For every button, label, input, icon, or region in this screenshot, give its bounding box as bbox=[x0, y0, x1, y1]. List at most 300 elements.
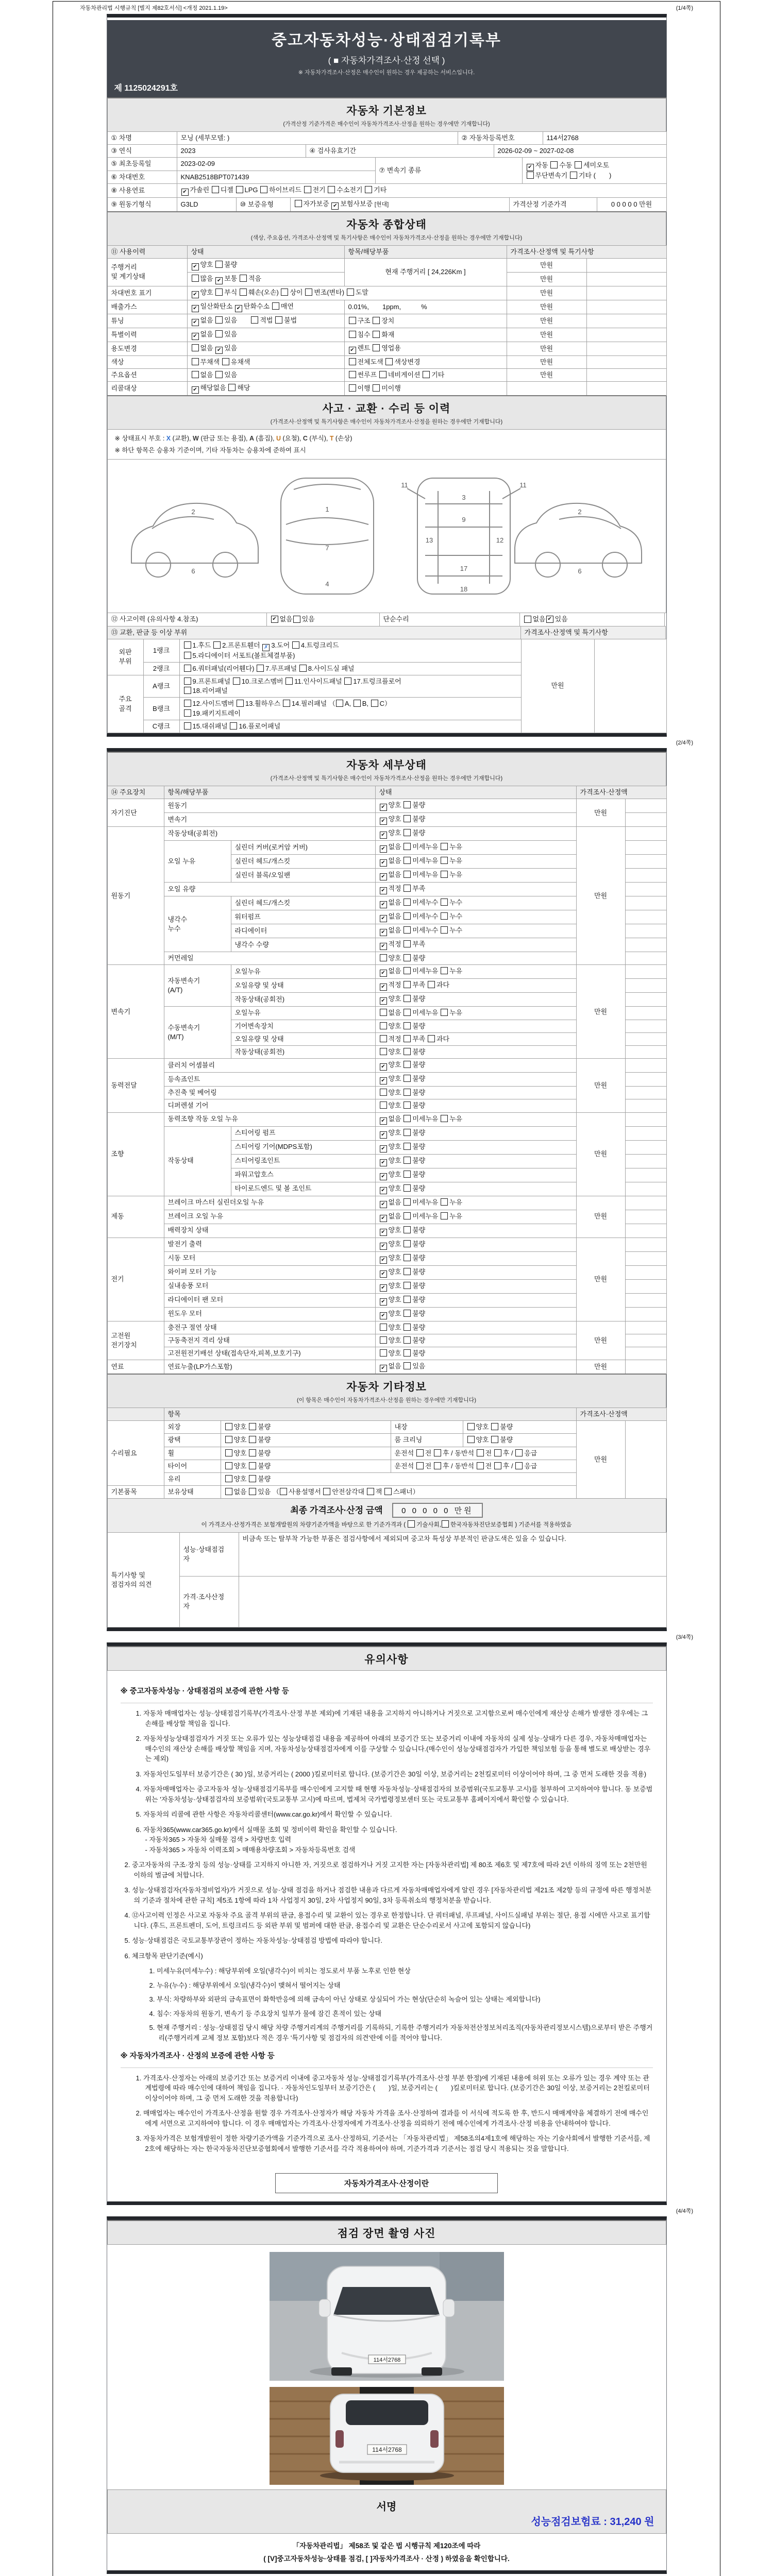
checkbox-checked[interactable]: ✔ bbox=[380, 1131, 387, 1139]
item-label: 실린더 블록/오일팬 bbox=[231, 869, 375, 883]
checkbox[interactable] bbox=[225, 1449, 232, 1456]
table-row bbox=[107, 369, 666, 382]
col-price: 가격조사·산정액 bbox=[576, 1408, 666, 1421]
checkbox[interactable] bbox=[184, 677, 191, 685]
state-checks: ✔ 양호 불량 bbox=[375, 1224, 576, 1238]
checkbox[interactable] bbox=[441, 1009, 448, 1016]
item-label: 유리 bbox=[164, 1473, 221, 1486]
checkbox[interactable] bbox=[225, 1488, 232, 1495]
checkbox[interactable] bbox=[467, 1423, 475, 1430]
checkbox[interactable] bbox=[404, 1061, 411, 1068]
checkbox[interactable] bbox=[367, 1488, 374, 1495]
checkbox[interactable] bbox=[293, 616, 300, 623]
checkbox[interactable] bbox=[281, 289, 288, 296]
checkbox-checked[interactable]: ✔ bbox=[380, 1077, 387, 1084]
row-label: 용도변경 bbox=[107, 342, 187, 355]
checkbox[interactable] bbox=[349, 358, 356, 365]
legend-symbol: W bbox=[193, 435, 199, 443]
checkbox[interactable] bbox=[441, 967, 448, 974]
checkbox[interactable] bbox=[404, 981, 411, 988]
checkbox[interactable] bbox=[280, 1488, 287, 1495]
item-label: 실린더 헤드/개스킷 bbox=[231, 855, 375, 869]
checkbox-checked[interactable]: ✔ bbox=[380, 832, 387, 839]
price-cell: 만원 bbox=[576, 1059, 625, 1112]
checkbox[interactable] bbox=[251, 316, 258, 324]
checkbox[interactable] bbox=[184, 709, 191, 717]
checkbox[interactable] bbox=[441, 1198, 448, 1206]
notice-body bbox=[107, 1671, 666, 2168]
note-cell bbox=[586, 300, 666, 314]
section-history: 사고 · 교환 · 수리 등 이력 (가격조사·산정액 및 특기사항은 매수인이 자동차가격조사·산정을 원하는 경우에만 기재합니다) bbox=[107, 395, 666, 430]
checkbox-checked[interactable]: ✔ bbox=[380, 818, 387, 825]
checkbox[interactable] bbox=[404, 940, 411, 947]
state-checks: ✔ 양호 불량 bbox=[375, 1182, 576, 1196]
checkbox[interactable] bbox=[404, 1035, 411, 1042]
checkbox-checked[interactable]: ✔ bbox=[380, 1270, 387, 1278]
item-label: 실린더 헤드/개스킷 bbox=[231, 896, 375, 910]
checkbox[interactable] bbox=[380, 1336, 387, 1344]
rank-label: B랭크 bbox=[143, 698, 179, 720]
checkbox-checked[interactable]: ✔ bbox=[380, 1215, 387, 1222]
checkbox-checked[interactable]: ✔ bbox=[380, 997, 387, 1005]
checkbox[interactable] bbox=[349, 384, 356, 392]
checkbox[interactable] bbox=[442, 1520, 449, 1528]
checkbox[interactable] bbox=[373, 331, 380, 338]
checkbox[interactable] bbox=[441, 912, 448, 920]
item-label: 고전원전기배선 상태(접속단자,피복,보호기구) bbox=[164, 1347, 375, 1360]
checkbox[interactable] bbox=[215, 371, 223, 378]
item-checks: 전체도색 색상변경 bbox=[344, 355, 507, 368]
section-basic-info: 자동차 기본정보 (가격산정 기준가격은 매수인이 자동차가격조사·산정을 원하는 경우에만 기재합니다) bbox=[107, 97, 666, 132]
checkbox[interactable] bbox=[249, 1423, 256, 1430]
checkbox[interactable] bbox=[404, 1129, 411, 1136]
checkbox[interactable] bbox=[215, 261, 223, 268]
checkbox[interactable] bbox=[441, 857, 448, 864]
checkbox-checked[interactable]: ✔ bbox=[380, 929, 387, 936]
detail-table bbox=[107, 786, 667, 1374]
checkbox[interactable] bbox=[192, 275, 199, 282]
col-item: 항목/해당부품 bbox=[344, 245, 507, 258]
checkbox[interactable] bbox=[371, 700, 378, 707]
checkbox[interactable] bbox=[380, 1349, 387, 1357]
rank-label: C랭크 bbox=[143, 720, 179, 733]
checkbox[interactable] bbox=[230, 722, 237, 730]
checkbox[interactable] bbox=[404, 829, 411, 836]
checkbox-checked[interactable]: ✔ bbox=[380, 1173, 387, 1180]
checkbox[interactable] bbox=[441, 843, 448, 850]
checkbox[interactable] bbox=[354, 700, 361, 707]
checkbox[interactable] bbox=[323, 1488, 330, 1495]
checkbox[interactable] bbox=[491, 1436, 498, 1443]
checkbox-checked[interactable]: ✔ bbox=[192, 305, 199, 312]
checkbox[interactable] bbox=[441, 926, 448, 934]
checkbox[interactable] bbox=[192, 371, 199, 378]
checkbox-checked[interactable]: ✔ bbox=[192, 319, 199, 326]
first-reg-value: 2023-02-09 bbox=[177, 158, 375, 171]
checkbox[interactable] bbox=[404, 1075, 411, 1082]
checkbox-checked[interactable]: ✔ bbox=[181, 189, 189, 196]
checkbox[interactable] bbox=[524, 616, 531, 623]
vin-value: KNAB2518BPT071439 bbox=[177, 171, 375, 183]
state-checks: ✔ 없음 있음 적법 불법 bbox=[187, 314, 344, 328]
checkbox[interactable] bbox=[404, 912, 411, 920]
price-cell: 만원 bbox=[507, 314, 586, 328]
checkbox[interactable] bbox=[305, 289, 312, 296]
checkbox[interactable] bbox=[404, 1115, 411, 1122]
checkbox-checked[interactable]: ✔ bbox=[380, 943, 387, 950]
checkbox[interactable] bbox=[570, 172, 577, 179]
final-price-label: 최종 가격조사·산정 금액 bbox=[290, 1505, 383, 1516]
checkbox[interactable] bbox=[404, 1022, 411, 1029]
checkbox[interactable] bbox=[404, 1009, 411, 1016]
checkbox-checked[interactable]: ✔ bbox=[192, 386, 199, 394]
checkbox[interactable] bbox=[285, 677, 293, 685]
state-checks: ✔ 양호 불량 bbox=[375, 1251, 576, 1265]
checkbox[interactable] bbox=[184, 665, 191, 672]
svg-text:2: 2 bbox=[578, 508, 582, 516]
checkbox[interactable] bbox=[213, 641, 221, 649]
checkbox-checked[interactable]: ✔ bbox=[235, 305, 242, 312]
price-cell: 만원 bbox=[507, 258, 586, 272]
checkbox[interactable] bbox=[515, 1449, 523, 1456]
checkbox[interactable] bbox=[380, 1022, 387, 1029]
checkbox[interactable] bbox=[404, 1349, 411, 1357]
checkbox[interactable] bbox=[477, 1449, 484, 1456]
checkbox[interactable] bbox=[283, 700, 290, 707]
note-cell bbox=[625, 1154, 666, 1168]
checkbox-checked[interactable]: ✔ bbox=[380, 859, 387, 867]
checkbox[interactable] bbox=[304, 186, 311, 193]
checkbox-checked[interactable]: ✔ bbox=[380, 1145, 387, 1153]
checkbox-checked[interactable]: ✔ bbox=[215, 277, 223, 284]
checkbox[interactable] bbox=[225, 1475, 232, 1482]
checkbox-checked[interactable]: ✔ bbox=[380, 901, 387, 908]
checkbox[interactable] bbox=[240, 275, 247, 282]
checkbox[interactable] bbox=[404, 1101, 411, 1109]
checkbox[interactable] bbox=[416, 1449, 424, 1456]
checkbox-checked[interactable]: ✔ bbox=[380, 1117, 387, 1125]
svg-text:2: 2 bbox=[191, 508, 195, 516]
checkbox[interactable] bbox=[225, 1436, 232, 1443]
checkbox[interactable] bbox=[404, 954, 411, 961]
checkbox[interactable] bbox=[404, 1336, 411, 1344]
checkbox-checked[interactable]: ✔ bbox=[215, 347, 223, 354]
checkbox[interactable] bbox=[404, 1184, 411, 1192]
item-label: 윈도우 모터 bbox=[164, 1307, 375, 1321]
detail-row bbox=[107, 827, 666, 841]
checkbox-checked[interactable]: ✔ bbox=[380, 1229, 387, 1236]
note-cell bbox=[625, 1293, 666, 1307]
sub-group-label: 오일 누유 bbox=[164, 841, 231, 883]
checkbox[interactable] bbox=[328, 186, 335, 193]
checkbox[interactable] bbox=[236, 186, 243, 193]
checkbox[interactable] bbox=[491, 1423, 498, 1430]
checkbox-checked[interactable]: ✔ bbox=[380, 845, 387, 853]
checkbox[interactable] bbox=[404, 1254, 411, 1261]
checkbox[interactable] bbox=[380, 1089, 387, 1096]
checkbox-checked[interactable]: ✔ bbox=[380, 887, 387, 894]
form-meta-line bbox=[80, 4, 693, 12]
checkbox[interactable] bbox=[184, 652, 191, 659]
state-checks: 없음 ✔ 있음 bbox=[187, 342, 344, 355]
checkbox[interactable] bbox=[380, 1324, 387, 1331]
checkbox[interactable] bbox=[295, 200, 302, 207]
checkbox-checked[interactable]: ✔ bbox=[192, 291, 199, 298]
note-cell bbox=[586, 328, 666, 342]
checkbox[interactable] bbox=[404, 801, 411, 808]
checkbox[interactable] bbox=[380, 1101, 387, 1109]
checkbox[interactable] bbox=[434, 1462, 441, 1469]
checkbox[interactable] bbox=[404, 1282, 411, 1289]
checkbox[interactable] bbox=[240, 289, 247, 296]
checkbox[interactable] bbox=[215, 316, 223, 324]
checkbox-checked[interactable]: ✔ bbox=[380, 1063, 387, 1071]
table-row bbox=[107, 328, 666, 342]
checkbox[interactable] bbox=[349, 317, 356, 324]
checkbox[interactable] bbox=[275, 316, 282, 324]
basic-group-label: 기본품목 bbox=[107, 1486, 164, 1499]
checkbox[interactable] bbox=[404, 1198, 411, 1206]
engine-type-label: ⑨ 원동기형식 bbox=[107, 197, 177, 211]
checkbox-checked[interactable]: ✔ bbox=[380, 1201, 387, 1208]
notice-item: 2. 매매업자는 매수인이 가격조사·산정을 원할 경우 가격조사·산정자가 해당 자동차 가격을 조사·산정하여 결과를 이 서식에 적도록 한 후, 반드시 매매계약을 체결하기 전에 매수인에게 서면으로 고지하여야 합니다. 이 경우 매매업자는 가격조사·산정자에게 가격조사·산정을 의뢰하기 전에 매수인에게 가격조사·산정 비용을 안내하여야 합니다. bbox=[136, 2109, 649, 2127]
checkbox[interactable] bbox=[404, 1362, 411, 1369]
checkbox-checked[interactable]: ✔ bbox=[331, 202, 339, 210]
checkbox[interactable] bbox=[404, 1048, 411, 1055]
checkbox[interactable] bbox=[384, 1488, 392, 1495]
checkbox[interactable] bbox=[404, 1171, 411, 1178]
checkbox[interactable] bbox=[408, 1520, 415, 1528]
checkbox[interactable] bbox=[404, 815, 411, 822]
basic-info-row-3 bbox=[107, 157, 667, 183]
checkbox[interactable] bbox=[380, 1009, 387, 1016]
svg-text:11: 11 bbox=[401, 481, 408, 489]
checkbox[interactable] bbox=[494, 1462, 501, 1469]
checkbox[interactable] bbox=[349, 331, 356, 338]
checkbox[interactable] bbox=[222, 358, 229, 365]
state-checks: ✔ 양호 불량 bbox=[375, 799, 576, 813]
device-group-label: 고전원 전기장치 bbox=[107, 1321, 164, 1360]
checkbox[interactable] bbox=[404, 885, 411, 892]
checkbox[interactable] bbox=[349, 371, 356, 378]
checkbox[interactable] bbox=[404, 899, 411, 906]
checkbox-checked[interactable]: ✔ bbox=[380, 1284, 387, 1292]
checkbox[interactable] bbox=[292, 641, 299, 649]
legend-symbol: C bbox=[303, 435, 308, 443]
state-checks: 양호 불량 bbox=[375, 1099, 576, 1112]
checkbox[interactable] bbox=[416, 1462, 424, 1469]
price-cell: 만원 bbox=[507, 286, 586, 300]
checkbox-checked[interactable]: ✔ bbox=[271, 616, 278, 623]
sub-group-label: 수동변속기 (M/T) bbox=[164, 1007, 231, 1059]
checkbox-checked[interactable]: ✔ bbox=[380, 1312, 387, 1319]
checkbox-checked[interactable]: ✔ bbox=[380, 1159, 387, 1166]
checkbox-x-marked[interactable]: ✗ bbox=[262, 644, 270, 651]
checkbox[interactable] bbox=[365, 186, 372, 193]
checkbox[interactable] bbox=[215, 330, 223, 337]
rank-parts: 6.쿼터패널(리어휀다) 7.루프패널 8.사이드실 패널 bbox=[179, 662, 521, 675]
note-cell bbox=[625, 1279, 666, 1293]
checkbox[interactable] bbox=[249, 1462, 256, 1469]
state-checks: ✔ 없음 미세누유 누유 bbox=[375, 841, 576, 855]
notice-item: 6. 자동차365(www.car365.go.kr)에서 실매물 조회 및 정비이력 확인을 확인할 수 있습니다. - 자동차365 > 자동차 실매물 검색 > 차량번호 입력 - 자동차365 > 자동차 이력조회 > 매매용차량조회 > 자동차등록번호 검색 bbox=[136, 1825, 397, 1854]
checkbox[interactable] bbox=[550, 161, 558, 168]
checkbox[interactable] bbox=[385, 358, 393, 365]
checkbox-checked[interactable]: ✔ bbox=[192, 263, 199, 270]
checkbox[interactable] bbox=[299, 665, 307, 672]
checkbox[interactable] bbox=[404, 995, 411, 1002]
transmission-label: ⑦ 변속기 종류 bbox=[375, 158, 522, 183]
checkbox[interactable] bbox=[441, 899, 448, 906]
checkbox[interactable] bbox=[404, 1296, 411, 1303]
checkbox[interactable] bbox=[404, 1226, 411, 1233]
checkbox[interactable] bbox=[225, 1462, 232, 1469]
checkbox[interactable] bbox=[260, 186, 267, 193]
checkbox[interactable] bbox=[373, 344, 380, 351]
model-year-label: ③ 연식 bbox=[107, 145, 177, 158]
checkbox[interactable] bbox=[380, 1048, 387, 1055]
page-number-3: (3/4쪽) bbox=[676, 1634, 693, 1641]
row-label: 차대번호 표기 bbox=[107, 286, 187, 300]
checkbox[interactable] bbox=[249, 1488, 256, 1495]
checkbox[interactable] bbox=[404, 843, 411, 850]
checkbox[interactable] bbox=[380, 1035, 387, 1042]
checkbox[interactable] bbox=[404, 1089, 411, 1096]
item-label: 파워고압호스 bbox=[231, 1168, 375, 1182]
checkbox[interactable] bbox=[404, 857, 411, 864]
price-cell: 만원 bbox=[576, 1196, 625, 1238]
checkbox[interactable] bbox=[373, 384, 380, 392]
checkbox[interactable] bbox=[379, 371, 386, 378]
checkbox[interactable] bbox=[184, 700, 191, 707]
checkbox[interactable] bbox=[373, 317, 380, 324]
checkbox[interactable] bbox=[428, 981, 435, 988]
state-checks: 양호 불량 bbox=[463, 1434, 576, 1447]
checkbox-checked[interactable]: ✔ bbox=[380, 1298, 387, 1306]
checkbox[interactable] bbox=[228, 384, 236, 391]
checkbox[interactable] bbox=[527, 172, 534, 179]
checkbox[interactable] bbox=[404, 1143, 411, 1150]
panel-rank-table bbox=[107, 639, 667, 733]
checkbox[interactable] bbox=[434, 1449, 441, 1456]
checkbox[interactable] bbox=[423, 371, 430, 378]
checkbox[interactable] bbox=[441, 1115, 448, 1122]
note-cell bbox=[625, 827, 666, 841]
price-cell: 만원 bbox=[576, 799, 625, 827]
item-label: 원동기 bbox=[164, 799, 375, 813]
section-comprehensive: 자동차 종합상태 (색상, 주요옵션, 가격조사·산정액 및 특기사항은 매수인이 자동차가격조사·산정을 원하는 경우에만 기재합니다) bbox=[107, 211, 666, 246]
signature-band bbox=[107, 2489, 666, 2534]
checkbox-checked[interactable]: ✔ bbox=[380, 915, 387, 922]
checkbox[interactable] bbox=[249, 1475, 256, 1482]
checkbox[interactable] bbox=[441, 1212, 448, 1219]
checkbox[interactable] bbox=[404, 1212, 411, 1219]
checkbox[interactable] bbox=[192, 344, 199, 351]
checkbox[interactable] bbox=[184, 641, 191, 649]
inspection-valid-value: 2026-02-09 ~ 2027-02-08 bbox=[494, 145, 666, 158]
notice-item: 6. 체크항목 판단기준(예시) bbox=[124, 1952, 203, 1960]
checkbox-checked[interactable]: ✔ bbox=[380, 1187, 387, 1194]
checkbox[interactable] bbox=[477, 1462, 484, 1469]
checkbox-checked[interactable]: ✔ bbox=[192, 333, 199, 340]
checkbox-checked[interactable]: ✔ bbox=[349, 347, 356, 354]
table-row bbox=[107, 258, 666, 272]
checkbox[interactable] bbox=[344, 677, 351, 685]
checkbox[interactable] bbox=[441, 871, 448, 878]
checkbox[interactable] bbox=[212, 186, 219, 193]
checkbox[interactable] bbox=[233, 677, 240, 685]
checkbox[interactable] bbox=[404, 1310, 411, 1317]
checkbox-checked[interactable]: ✔ bbox=[380, 970, 387, 977]
item-label: 브레이크 마스터 실린더오일 누유 bbox=[164, 1196, 375, 1210]
basic-info-row-1 bbox=[107, 131, 667, 145]
checkbox[interactable] bbox=[380, 954, 387, 961]
checkbox-checked[interactable]: ✔ bbox=[380, 984, 387, 991]
checkbox[interactable] bbox=[215, 289, 223, 296]
checkbox[interactable] bbox=[257, 665, 264, 672]
checkbox-checked[interactable]: ✔ bbox=[380, 1243, 387, 1250]
checkbox[interactable] bbox=[404, 1240, 411, 1247]
checkbox[interactable] bbox=[272, 302, 279, 310]
checkbox[interactable] bbox=[575, 161, 582, 168]
checkbox[interactable] bbox=[347, 289, 354, 296]
state-checks: 양호 불량 bbox=[375, 1087, 576, 1099]
checkbox[interactable] bbox=[184, 722, 191, 730]
item-label: 타이어 bbox=[164, 1460, 221, 1472]
device-group-label: 동력전달 bbox=[107, 1059, 164, 1112]
checkbox[interactable] bbox=[336, 700, 343, 707]
checkbox[interactable] bbox=[467, 1436, 475, 1443]
checkbox-checked[interactable]: ✔ bbox=[546, 616, 553, 623]
item-label: 스티어링조인트 bbox=[231, 1154, 375, 1168]
note-cell bbox=[625, 883, 666, 896]
svg-text:114서2768: 114서2768 bbox=[372, 2446, 402, 2454]
checkbox-checked[interactable]: ✔ bbox=[527, 164, 534, 171]
checkbox-checked[interactable]: ✔ bbox=[380, 804, 387, 811]
exchange-header-left: ⑬ 교환, 판금 등 이상 부위 bbox=[107, 626, 521, 639]
checkbox-checked[interactable]: ✔ bbox=[380, 873, 387, 880]
checkbox[interactable] bbox=[404, 926, 411, 934]
section-photos: 점검 장면 촬영 사진 bbox=[107, 2220, 666, 2245]
col-item: 항목/해당부품 bbox=[164, 786, 375, 799]
checkbox[interactable] bbox=[192, 358, 199, 365]
appraiser-label: 가격·조사산정 자 bbox=[179, 1577, 239, 1628]
checkbox[interactable] bbox=[237, 700, 244, 707]
checkbox-checked[interactable]: ✔ bbox=[380, 1365, 387, 1372]
checkbox[interactable] bbox=[515, 1462, 523, 1469]
note-cell bbox=[625, 938, 666, 952]
checkbox[interactable] bbox=[404, 1268, 411, 1275]
checkbox[interactable] bbox=[184, 687, 191, 694]
form-subtitle: ( ■ 자동차가격조사·산정 선택 ) bbox=[328, 56, 445, 65]
checkbox[interactable] bbox=[225, 1423, 232, 1430]
checkbox[interactable] bbox=[404, 871, 411, 878]
checkbox[interactable] bbox=[249, 1449, 256, 1456]
checkbox-checked[interactable]: ✔ bbox=[380, 1257, 387, 1264]
checkbox[interactable] bbox=[249, 1436, 256, 1443]
state-checks: ✔ 양호 불량 bbox=[187, 258, 344, 272]
checkbox[interactable] bbox=[404, 967, 411, 974]
checkbox[interactable] bbox=[494, 1449, 501, 1456]
rank-label: A랭크 bbox=[143, 675, 179, 698]
checkbox[interactable] bbox=[404, 1324, 411, 1331]
svg-text:9: 9 bbox=[462, 516, 466, 524]
checkbox[interactable] bbox=[428, 1035, 435, 1042]
note-cell bbox=[625, 1168, 666, 1182]
rank-label: 1랭크 bbox=[143, 639, 179, 662]
basic-info-row-6 bbox=[107, 197, 667, 212]
checkbox[interactable] bbox=[404, 1157, 411, 1164]
